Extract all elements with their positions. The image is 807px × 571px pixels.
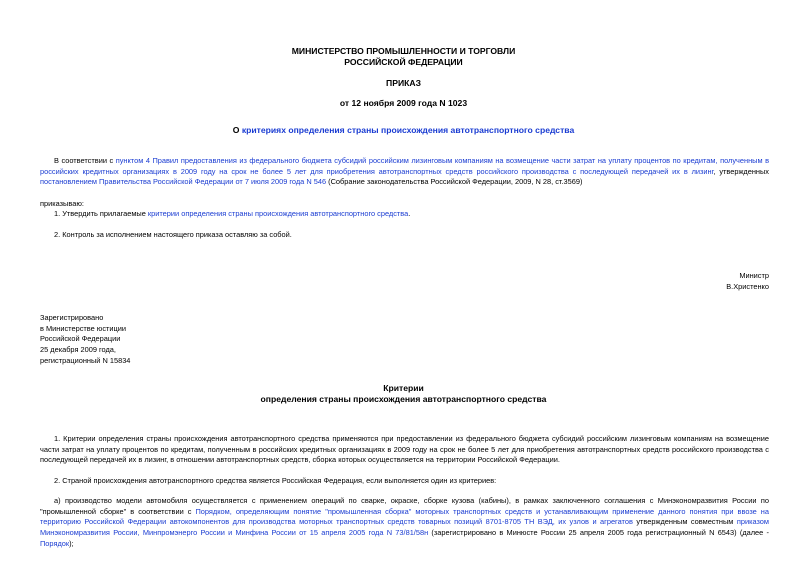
registration-line-2: в Министерстве юстиции	[40, 323, 127, 333]
ministry-heading	[0, 46, 807, 68]
criteria-paragraph-2	[40, 476, 769, 487]
preamble-link-rules[interactable]: пунктом 4 Правил предоставления из федерального бюджета субсидий российским лизинговым компаниям на возмещение части затрат на уплату процентов по кредитам, полученным в российских кредитных организациях в 2009 году на срок не более 5 лет для приобретения автотранспортных средств российского производства с последующей передачей их в лизинг	[40, 156, 769, 176]
criteria-pa-link-order[interactable]: приказом Минэкономразвития России, Минпромэнерго России и Минфина России от 15 апреля 2005 года N 73/81/58н	[40, 517, 769, 538]
signature-block	[726, 271, 769, 292]
order-label: ПРИКАЗ	[386, 78, 421, 88]
order-item-1	[54, 209, 410, 220]
registration-line-1: Зарегистрировано	[40, 313, 104, 322]
preamble-link-resolution[interactable]: постановлением Правительства Российской Федерации от 7 июля 2009 года N 546	[40, 177, 327, 187]
order-item-2: 2. Контроль за исполнением настоящего приказа оставляю за собой.	[54, 230, 292, 239]
criteria-pa-link-procedure[interactable]: Порядком, определяющим понятие "промышленная сборка" моторных транспортных средств и устанавливающим применение данного понятия при ввозе на территорию Российской Федерации автокомпонентов для производства моторных транспортных средств товарных позиций 8701-8705 ТН ВЭД, их узлов и агрегатов	[40, 506, 769, 527]
criteria-p1-text: 1. Критерии определения страны происхождения автотранспортного средства применяются при предоставлении из федерального бюджета субсидий российским лизинговым компаниям на возмещение части затрат на уплату процентов по кредитам, полученным в российских кредитных организациях в 2009 году на срок не более 5 лет для приобретения автотранспортных средств российского производства с последующей передачей их в лизинг, в отношении автотранспортных средств, сборка которых осуществляется на территории Российской Федерации.	[40, 434, 769, 465]
criteria-heading-1: Критерии	[383, 383, 424, 393]
criteria-pa-text-1: а) производство модели автомобиля осуществляется с применением операций по сварке, окраске, сборке кузова (кабины), в рамках заключенного соглашения с Минэкономразвития России по "промышленной сборке" в соответствии с	[40, 496, 769, 516]
order-item-1-suffix: .	[408, 209, 411, 218]
criteria-pa-text-2: утвержденным совместным	[632, 517, 737, 527]
criteria-pa-text-4: );	[69, 538, 74, 548]
criteria-p2-text: 2. Страной происхождения автотранспортного средства является Российская Федерация, если выполняется один из критериев:	[54, 476, 497, 485]
registration-block	[40, 313, 130, 367]
order-item-1-link[interactable]: критерии определения страны происхождения автотранспортного средства	[147, 209, 409, 218]
criteria-paragraph-a	[40, 496, 769, 550]
criteria-heading	[0, 383, 807, 405]
preamble-text-3: (Собрание законодательства Российской Федерации, 2009, N 28, ст.3569)	[326, 177, 583, 187]
preamble-text-2: , утвержденных	[713, 166, 770, 176]
criteria-pa-link-short[interactable]: Порядок	[40, 538, 70, 548]
ministry-line-2: РОССИЙСКОЙ ФЕДЕРАЦИИ	[344, 57, 463, 67]
orders-intro: приказываю:	[40, 199, 84, 208]
order-title-prefix: О	[232, 125, 242, 135]
registration-line-5: регистрационный N 15834	[40, 355, 131, 365]
criteria-paragraph-1	[40, 434, 769, 466]
order-title-link[interactable]: критериях определения страны происхождения автотранспортного средства	[241, 125, 575, 135]
ministry-line-1: МИНИСТЕРСТВО ПРОМЫШЛЕННОСТИ И ТОРГОВЛИ	[291, 46, 516, 56]
registration-line-4: 25 декабря 2009 года,	[40, 345, 116, 355]
signature-name: В.Христенко	[726, 281, 769, 291]
order-date: от 12 ноября 2009 года N 1023	[339, 98, 468, 108]
signature-position: Министр	[739, 271, 769, 280]
order-title	[0, 125, 807, 136]
preamble-text-1: В соответствии с	[54, 156, 116, 165]
preamble-paragraph	[40, 156, 769, 188]
order-item-1-prefix: 1. Утвердить прилагаемые	[54, 209, 148, 218]
criteria-pa-text-3: (зарегистрировано в Минюсте России 25 апреля 2005 года регистрационный N 6543) (далее -	[428, 528, 769, 538]
criteria-heading-2: определения страны происхождения автотранспортного средства	[260, 394, 547, 404]
registration-line-3: Российской Федерации	[40, 334, 121, 344]
